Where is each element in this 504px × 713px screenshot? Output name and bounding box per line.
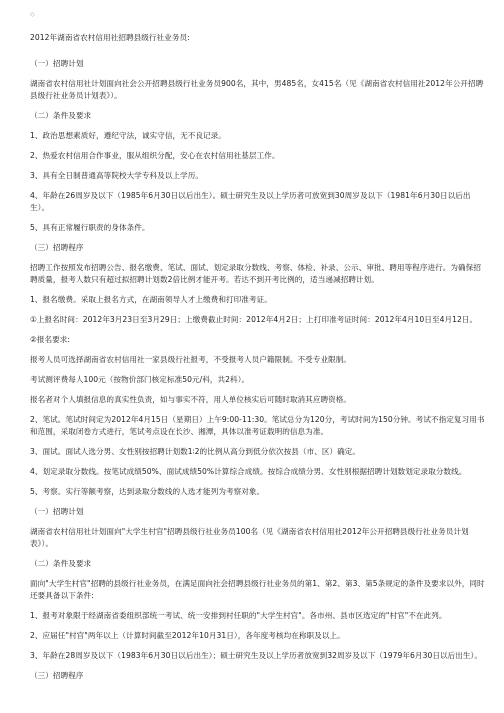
paragraph: 报考人员可选择湖南省农村信用社一家县级行社报考，不受报考人员户籍限制。不受专业限制。 [30,355,352,364]
list-item: ②报名要求: [30,335,71,344]
section-heading: （一）招聘计划 [30,507,84,516]
list-item: 2、热爱农村信用合作事业，服从组织分配，安心在农村信用社基层工作。 [30,151,280,160]
list-item: 3、具有全日制普通高等院校大学专科及以上学历。 [30,171,204,180]
section-heading: （二）条件及要求 [30,559,92,568]
list-item: 5、考察。实行等额考察，达到录取分数线的人选才能列为考察对象。 [30,487,265,496]
section-heading: （三）招聘程序 [30,243,84,252]
section-heading: （三）招聘程序 [30,671,84,680]
document-intro: 2012年湖南省农村信用社招聘县级行社业务员: [30,33,190,42]
paragraph: 考试测评费每人100元（按物价部门核定标准50元/科，共2科）。 [30,375,250,384]
paragraph: 报名者对个人填报信息的真实性负责，如与事实不符，用人单位核实后可随时取消其应聘资格。 [30,395,352,404]
list-item: ①上报名时间：2012年3月23日至3月29日；上缴费截止时间：2012年4月2日；上打印准考证时间：2012年4月10日至4月12日。 [30,315,478,324]
list-item: 4、划定录取分数线。按笔试成绩50%、面试成绩50%计算综合成绩。按综合成绩分男、女性别根据招聘计划数划定录取分数线。 [30,467,467,476]
list-item: 4、年龄在26周岁及以下（1985年6月30日以后出生）。硕士研究生及以上学历者可放宽到30周岁及以下（1981年6月30日以后出生）。 [30,191,471,212]
section-heading: （一）招聘计划 [30,59,84,68]
section-heading: （二）条件及要求 [30,111,92,120]
list-item: 1、报考对象限于经湖南省委组织部统一考试、统一安排到村任职的"大学生村官"。各市州、县市区选定的"村官"不在此列。 [30,611,447,620]
list-item: 3、面试。面试人选分男、女性别按招聘计划数1∶2的比例从高分到低分依次按县（市、区）确定。 [30,447,361,456]
list-item: 2、笔试。笔试时间定为2012年4月15日（星期日）上午9:00-11:30。笔试总分为120分，考试时间为150分钟。考试不指定复习用书和范围，采取闭卷方式进行，笔试考点设在长沙、湘潭，具体以准考证载明的信息为准。 [30,415,485,436]
paragraph: 招聘工作按照发布招聘公告、报名缴费、笔试、面试、划定录取分数线、考察、体检、补录、公示、审批、聘用等程序进行。为确保招聘质量，报考人数只有超过拟招聘计划数2倍比例才能开考。若达不到开考比例的，适当递减招聘计划。 [30,263,481,284]
paragraph: 湖南省农村信用社计划面向社会公开招聘县级行社业务员900名，其中，男485名，女415名（见《湖南省农村信用社2012年公开招聘县级行社业务员计划表》）。 [30,79,484,100]
small-square-icon: ◇ [30,11,35,18]
paragraph: 湖南省农村信用社计划面向"大学生村官"招聘县级行社业务员100名（见《湖南省农村信用社2012年公开招聘县级行社业务员计划表》）。 [30,527,469,548]
list-item: 5、具有正常履行职责的身体条件。 [30,223,150,232]
list-item: 2、应届任"村官"两年以上（计算时间截至2012年10月31日），各年度考核均在称职及以上。 [30,631,345,640]
list-item: 1、政治思想素质好，遵纪守法，诚实守信，无不良记录。 [30,131,226,140]
list-item: 1、报名缴费。采取上报名方式，在湖南领导人才上缴费和打印准考证。 [30,295,272,304]
paragraph: 面向"大学生村官"招聘的县级行社业务员，在满足面向社会招聘县级行社业务员的第1、第2、第3、第5条规定的条件及要求以外，同时还要具备以下条件: [30,579,485,600]
list-item: 3、年龄在28周岁及以下（1983年6月30日以后出生）；硕士研究生及以上学历者放宽到32周岁及以下（1979年6月30日以后出生）。 [30,651,483,660]
